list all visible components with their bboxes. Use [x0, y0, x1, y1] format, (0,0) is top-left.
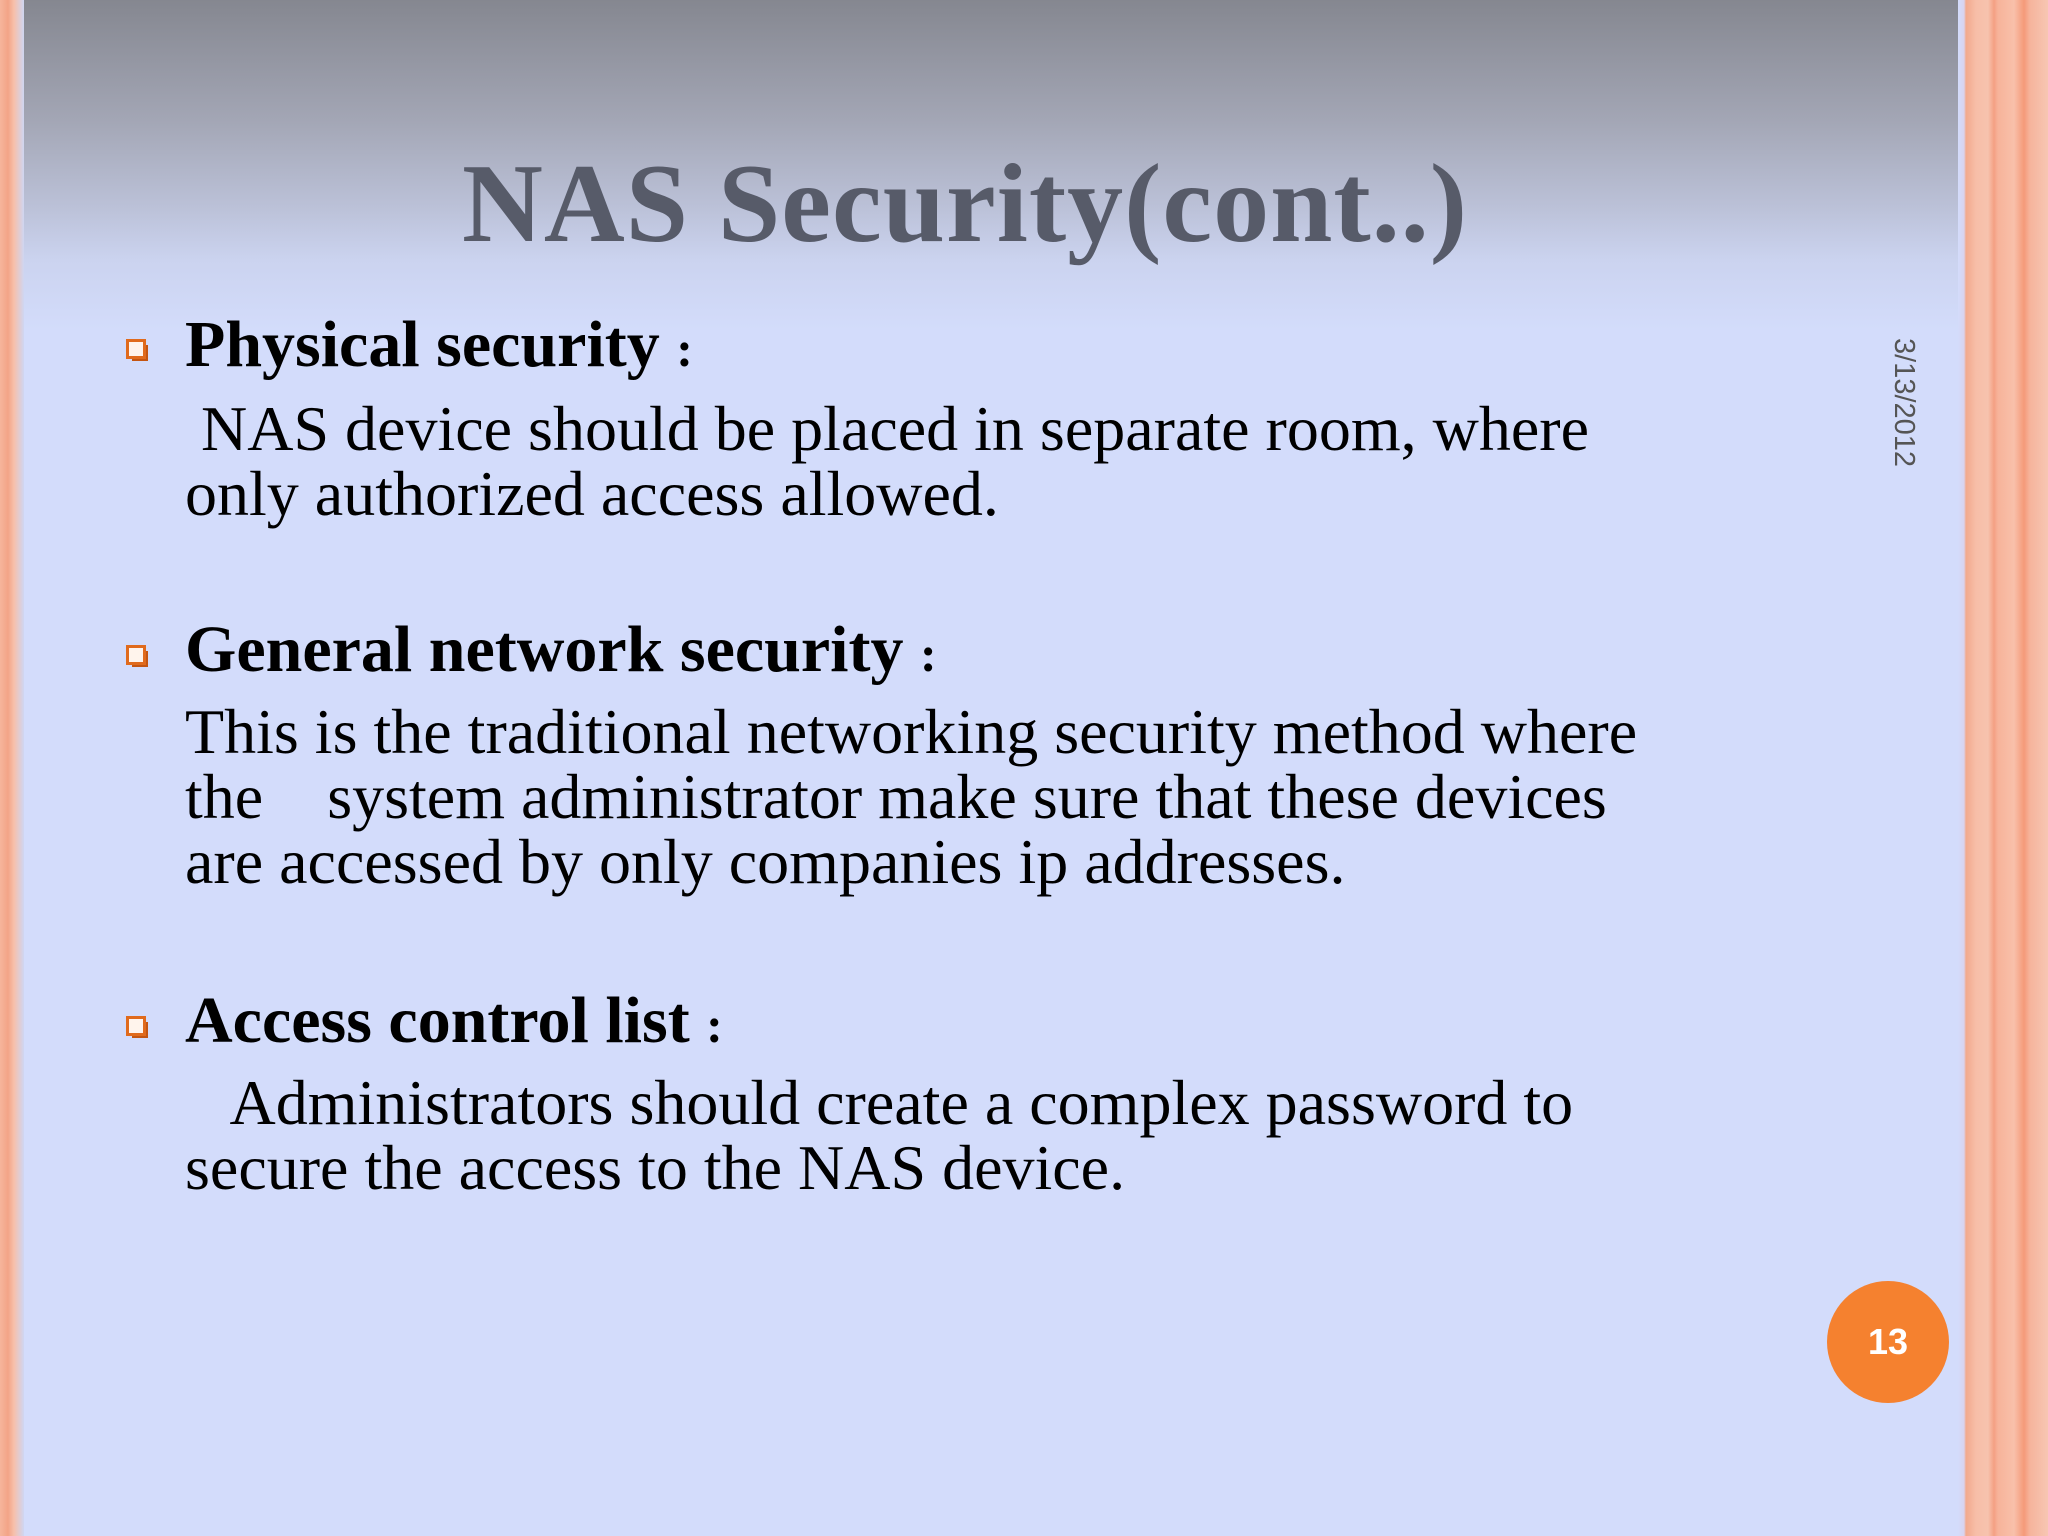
section-text-line: Administrators should create a complex password to	[185, 1067, 1574, 1138]
section-text-line: This is the traditional networking security method where	[185, 696, 1638, 767]
hollow-square-bullet-icon	[126, 339, 148, 361]
page-number-badge: 13	[1827, 1281, 1949, 1403]
section-heading-general-network-security: General network security :	[185, 613, 937, 686]
section-text-line: NAS device should be placed in separate room, where	[185, 393, 1589, 464]
section-text-line: are accessed by only companies ip addresses.	[185, 826, 1346, 897]
slide-title: NAS Security(cont..)	[461, 142, 1469, 266]
section-text-line: only authorized access allowed.	[185, 458, 999, 529]
section-heading-physical-security: Physical security :	[185, 308, 693, 381]
section-text-line: the system administrator make sure that these devices	[185, 761, 1607, 832]
slide-date: 3/13/2012	[1888, 338, 1920, 468]
section-text-line: secure the access to the NAS device.	[185, 1132, 1126, 1203]
hollow-square-bullet-icon	[126, 1016, 148, 1038]
right-stripe-decoration	[1958, 0, 2048, 1536]
hollow-square-bullet-icon	[126, 645, 148, 667]
section-heading-access-control-list: Access control list :	[185, 984, 723, 1057]
